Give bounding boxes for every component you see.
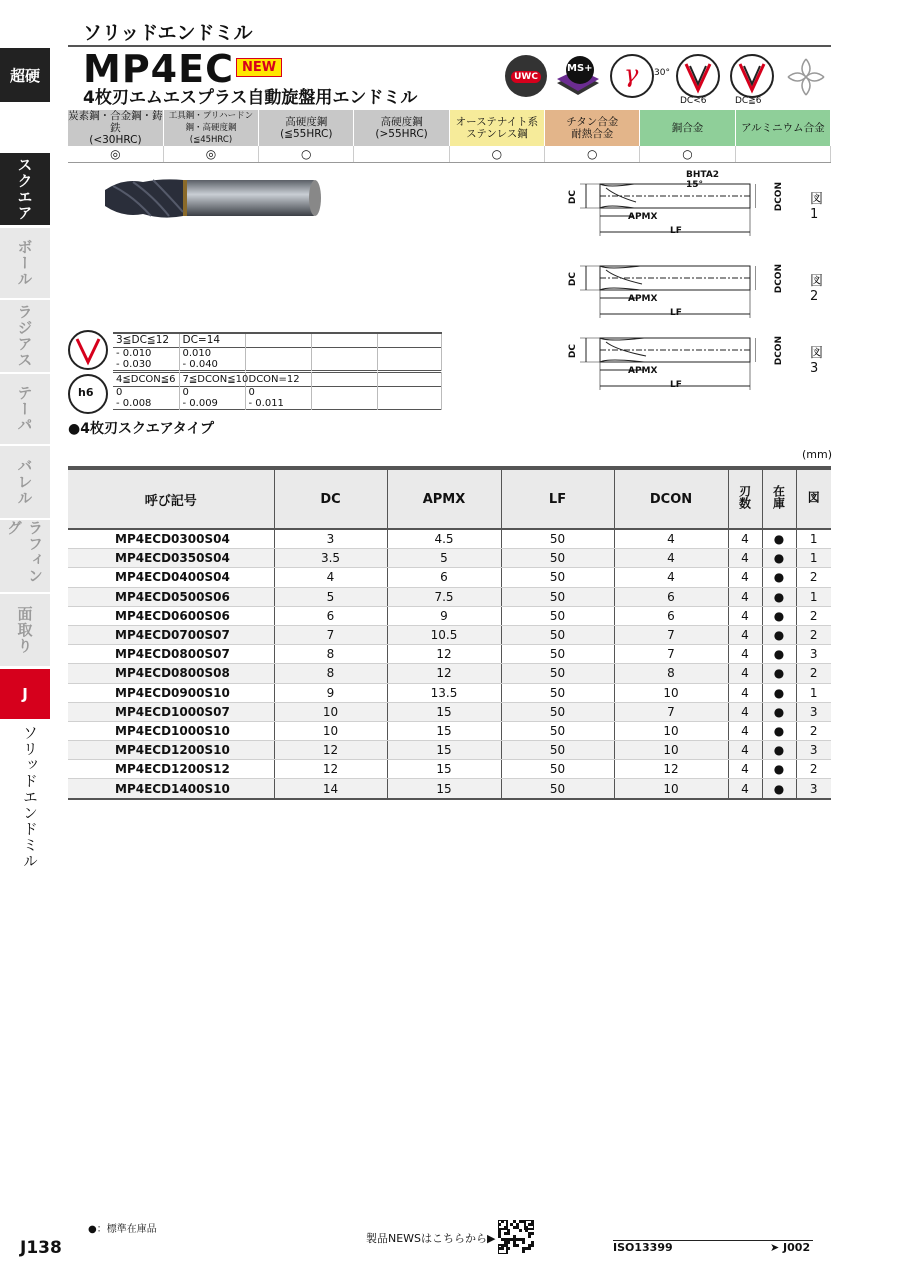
table-cell: 4	[728, 779, 762, 799]
table-cell: 50	[501, 702, 614, 721]
tolerance-cell	[311, 387, 377, 399]
table-cell: 4	[614, 568, 728, 587]
sidebar-tab-j[interactable]: J	[0, 669, 50, 719]
column-header: DCON	[614, 468, 728, 529]
table-cell: 4	[728, 625, 762, 644]
table-cell: 6	[274, 606, 387, 625]
table-cell: 4	[728, 606, 762, 625]
table-cell: 4	[728, 568, 762, 587]
table-cell: 50	[501, 625, 614, 644]
table-cell: 8	[614, 664, 728, 683]
material-rating: ○	[545, 146, 640, 163]
table-cell: 15	[387, 779, 501, 799]
sidebar-tab-chamfer[interactable]: 面取り	[0, 594, 50, 666]
table-cell: 1	[796, 683, 831, 702]
tolerance-cell: 4≦DCON≦6	[113, 373, 179, 387]
tolerance-cell: 0	[113, 387, 179, 399]
table-cell: 50	[501, 645, 614, 664]
table-cell: 50	[501, 683, 614, 702]
column-header: 刃数	[728, 468, 762, 529]
item-code-cell: MP4ECD1000S10	[68, 721, 274, 740]
material-rating	[735, 146, 830, 163]
table-cell: 50	[501, 606, 614, 625]
table-row	[68, 606, 831, 625]
column-header: 呼び記号	[68, 468, 274, 529]
material-rating: ◎	[68, 146, 163, 163]
table-cell: 7.5	[387, 587, 501, 606]
table-cell: 1	[796, 549, 831, 568]
material-rating: ○	[640, 146, 735, 163]
table-cell: 2	[796, 760, 831, 779]
end-shape-large-icon	[730, 54, 774, 98]
table-cell: 4	[728, 760, 762, 779]
table-cell: ●	[762, 529, 796, 549]
qr-code[interactable]	[498, 1220, 534, 1254]
table-cell: 50	[501, 587, 614, 606]
table-cell: 12	[274, 760, 387, 779]
table-cell: 10.5	[387, 625, 501, 644]
table-row	[68, 683, 831, 702]
tolerance-cell	[311, 347, 377, 359]
table-cell: ●	[762, 606, 796, 625]
tolerance-cell: - 0.030	[113, 359, 179, 371]
bhta-dimension-label: BHTA2 15°	[686, 170, 720, 190]
table-cell: 1	[796, 587, 831, 606]
table-cell: ●	[762, 779, 796, 799]
table-cell: 7	[614, 645, 728, 664]
table-cell: 15	[387, 741, 501, 760]
product-table	[68, 466, 831, 800]
table-cell: 5	[274, 587, 387, 606]
h6-tolerance-icon: h6	[68, 374, 108, 414]
column-header: DC	[274, 468, 387, 529]
new-badge: NEW	[236, 58, 282, 77]
table-cell: ●	[762, 587, 796, 606]
table-row	[68, 702, 831, 721]
tolerance-cell	[377, 359, 441, 371]
item-code-cell: MP4ECD0700S07	[68, 625, 274, 644]
tolerance-cell	[377, 398, 441, 410]
tolerance-cell	[245, 359, 311, 371]
table-cell: 13.5	[387, 683, 501, 702]
table-row	[68, 549, 831, 568]
material-header: チタン合金 耐熱合金	[545, 110, 640, 146]
lf-dimension-label: LF	[670, 226, 682, 236]
table-cell: 4	[728, 702, 762, 721]
table-cell: 2	[796, 721, 831, 740]
page-reference-link[interactable]: ➤ J002	[770, 1241, 811, 1254]
tolerance-cell: - 0.010	[113, 347, 179, 359]
table-cell: 50	[501, 529, 614, 549]
table-row	[68, 625, 831, 644]
sidebar-tab-barrel[interactable]: バレル	[0, 446, 50, 518]
table-cell: ●	[762, 683, 796, 702]
dc-tolerance-icon	[68, 330, 108, 370]
item-code-cell: MP4ECD1200S10	[68, 741, 274, 760]
table-cell: 3	[796, 779, 831, 799]
table-cell: 12	[614, 760, 728, 779]
table-cell: ●	[762, 721, 796, 740]
table-cell: 4	[614, 529, 728, 549]
table-cell: 3	[274, 529, 387, 549]
table-cell: 2	[796, 606, 831, 625]
table-cell: 4	[728, 683, 762, 702]
tolerance-cell: 7≦DCON≦10	[179, 373, 245, 387]
tolerance-cell: DCON=12	[245, 373, 311, 387]
table-row	[68, 664, 831, 683]
item-code-cell: MP4ECD1200S12	[68, 760, 274, 779]
table-cell: 8	[274, 645, 387, 664]
tolerance-cell	[311, 373, 377, 387]
material-header: 銅合金	[640, 110, 735, 146]
dc-dimension-label: DC	[568, 344, 578, 359]
table-cell: 7	[614, 625, 728, 644]
tolerance-cell: 3≦DC≦12	[113, 333, 179, 347]
table-cell: 2	[796, 664, 831, 683]
table-cell: 50	[501, 568, 614, 587]
table-cell: 50	[501, 549, 614, 568]
table-row	[68, 721, 831, 740]
apmx-dimension-label: APMX	[628, 294, 658, 304]
helix-angle-icon: γ	[610, 54, 654, 98]
section-title: ●4枚刃スクエアタイプ	[68, 421, 214, 437]
item-code-cell: MP4ECD0600S06	[68, 606, 274, 625]
material-rating	[354, 146, 449, 163]
lf-dimension-label: LF	[670, 380, 682, 390]
product-subtitle: 4枚刃エムエスプラス自動旋盤用エンドミル	[83, 88, 418, 108]
table-cell: 4	[728, 741, 762, 760]
table-cell: 9	[274, 683, 387, 702]
table-cell: ●	[762, 568, 796, 587]
item-code-cell: MP4ECD0900S10	[68, 683, 274, 702]
table-row	[68, 529, 831, 549]
table-cell: 3	[796, 645, 831, 664]
item-code-cell: MP4ECD0800S07	[68, 645, 274, 664]
dcon-tolerance-table	[113, 372, 442, 410]
sidebar-tab-roughing[interactable]: ラフィング	[0, 520, 50, 592]
four-flute-cross-section-icon	[784, 55, 828, 103]
dcon-dimension-label: DCON	[774, 336, 784, 366]
table-cell: 4.5	[387, 529, 501, 549]
table-cell: ●	[762, 760, 796, 779]
item-code-cell: MP4ECD0350S04	[68, 549, 274, 568]
table-cell: 9	[387, 606, 501, 625]
dc-tolerance-table	[113, 332, 442, 371]
table-cell: 10	[614, 779, 728, 799]
figure-label: 図1	[810, 192, 824, 222]
table-cell: 4	[614, 549, 728, 568]
table-cell: ●	[762, 741, 796, 760]
table-cell: 8	[274, 664, 387, 683]
lf-dimension-label: LF	[670, 308, 682, 318]
tolerance-cell	[245, 333, 311, 347]
table-cell: 5	[387, 549, 501, 568]
table-cell: 7	[274, 625, 387, 644]
table-row	[68, 645, 831, 664]
table-cell: 4	[728, 549, 762, 568]
tolerance-cell	[377, 347, 441, 359]
table-cell: 12	[387, 664, 501, 683]
material-rating: ◎	[163, 146, 258, 163]
uwc-coating-icon: UWC	[505, 55, 547, 97]
item-code-cell: MP4ECD1000S07	[68, 702, 274, 721]
table-cell: ●	[762, 702, 796, 721]
tolerance-cell	[311, 333, 377, 347]
table-row	[68, 760, 831, 779]
table-cell: 4	[728, 721, 762, 740]
table-cell: 10	[614, 721, 728, 740]
material-header: 工具鋼・プリハードン鋼・高硬度鋼 (≦45HRC)	[163, 110, 258, 146]
table-cell: 50	[501, 721, 614, 740]
table-row	[68, 587, 831, 606]
tolerance-cell	[245, 347, 311, 359]
table-cell: ●	[762, 625, 796, 644]
tolerance-cell	[311, 398, 377, 410]
column-header: LF	[501, 468, 614, 529]
table-cell: 12	[274, 741, 387, 760]
tolerance-cell: DC=14	[179, 333, 245, 347]
table-cell: 2	[796, 568, 831, 587]
dc-large-label: DC≧6	[735, 96, 762, 106]
apmx-dimension-label: APMX	[628, 212, 658, 222]
material-header: 炭素鋼・合金鋼・鋳鉄 (<30HRC)	[68, 110, 163, 146]
dc-small-label: DC<6	[680, 96, 707, 106]
item-code-cell: MP4ECD0300S04	[68, 529, 274, 549]
material-rating: ○	[449, 146, 544, 163]
tolerance-cell	[377, 333, 441, 347]
table-cell: 10	[614, 741, 728, 760]
dc-dimension-label: DC	[568, 190, 578, 205]
table-cell: 2	[796, 625, 831, 644]
end-shape-small-icon	[676, 54, 720, 98]
item-code-cell: MP4ECD1400S10	[68, 779, 274, 799]
tolerance-cell: - 0.011	[245, 398, 311, 410]
table-cell: 50	[501, 779, 614, 799]
table-cell: 15	[387, 702, 501, 721]
table-cell: 10	[274, 702, 387, 721]
iso-label: ISO13399	[613, 1241, 673, 1254]
material-header: 高硬度鋼 (≦55HRC)	[259, 110, 354, 146]
category-title: ソリッドエンドミル	[83, 22, 253, 44]
table-row	[68, 568, 831, 587]
sidebar-tab-carbide[interactable]: 超硬	[0, 48, 50, 102]
dc-dimension-label: DC	[568, 272, 578, 287]
table-cell: 4	[728, 645, 762, 664]
table-cell: 6	[614, 587, 728, 606]
tolerance-cell	[377, 387, 441, 399]
item-code-cell: MP4ECD0400S04	[68, 568, 274, 587]
figure-label: 図3	[810, 346, 824, 376]
sidebar-tab-taper[interactable]: テーパ	[0, 374, 50, 444]
table-cell: ●	[762, 664, 796, 683]
unit-label: (mm)	[802, 448, 833, 461]
table-cell: 3	[796, 702, 831, 721]
table-cell: 3	[796, 741, 831, 760]
table-cell: 4	[728, 587, 762, 606]
dcon-dimension-label: DCON	[774, 264, 784, 294]
dcon-dimension-label: DCON	[774, 182, 784, 212]
material-header: アルミニウム合金	[735, 110, 830, 146]
table-cell: 4	[274, 568, 387, 587]
table-cell: 3.5	[274, 549, 387, 568]
table-row	[68, 779, 831, 799]
tolerance-cell: - 0.040	[179, 359, 245, 371]
table-cell: ●	[762, 645, 796, 664]
table-cell: ●	[762, 549, 796, 568]
table-cell: 4	[728, 664, 762, 683]
tolerance-cell: - 0.008	[113, 398, 179, 410]
column-header: APMX	[387, 468, 501, 529]
table-cell: 15	[387, 760, 501, 779]
table-cell: 14	[274, 779, 387, 799]
item-code-cell: MP4ECD0800S08	[68, 664, 274, 683]
tolerance-cell: 0	[179, 387, 245, 399]
ms-plus-coating-icon: MS+	[555, 55, 601, 99]
tolerance-cell: 0.010	[179, 347, 245, 359]
tolerance-cell: 0	[245, 387, 311, 399]
table-cell: 6	[614, 606, 728, 625]
page-number: J138	[20, 1238, 62, 1258]
sidebar-tab-radius[interactable]: ラジアス	[0, 300, 50, 372]
table-cell: 6	[387, 568, 501, 587]
tolerance-cell	[377, 373, 441, 387]
news-link[interactable]: 製品NEWSはこちらから▶	[366, 1232, 496, 1245]
table-cell: 4	[728, 529, 762, 549]
tolerance-cell	[311, 359, 377, 371]
figure-label: 図2	[810, 274, 824, 304]
apmx-dimension-label: APMX	[628, 366, 658, 376]
material-header: 高硬度鋼 (>55HRC)	[354, 110, 449, 146]
helix-angle-label: 30°	[654, 68, 670, 78]
material-header: オーステナイト系 ステンレス鋼	[449, 110, 544, 146]
table-cell: 10	[274, 721, 387, 740]
stock-legend: ●：標準在庫品	[88, 1224, 157, 1235]
table-cell: 15	[387, 721, 501, 740]
table-row	[68, 741, 831, 760]
table-cell: 7	[614, 702, 728, 721]
column-header: 図	[796, 468, 831, 529]
table-cell: 50	[501, 760, 614, 779]
sidebar-tab-ball[interactable]: ボール	[0, 228, 50, 298]
material-rating: ○	[259, 146, 354, 163]
product-title: MP4EC	[83, 47, 234, 91]
sidebar-section-label: ソリッドエンドミル	[21, 725, 39, 869]
column-header: 在庫	[762, 468, 796, 529]
table-cell: 50	[501, 741, 614, 760]
table-cell: 10	[614, 683, 728, 702]
work-material-table	[68, 110, 831, 163]
table-cell: 50	[501, 664, 614, 683]
end-mill-photo	[103, 176, 323, 224]
tolerance-cell: - 0.009	[179, 398, 245, 410]
table-cell: 12	[387, 645, 501, 664]
sidebar-tab-square[interactable]: スクエア	[0, 153, 50, 225]
table-cell: 1	[796, 529, 831, 549]
item-code-cell: MP4ECD0500S06	[68, 587, 274, 606]
